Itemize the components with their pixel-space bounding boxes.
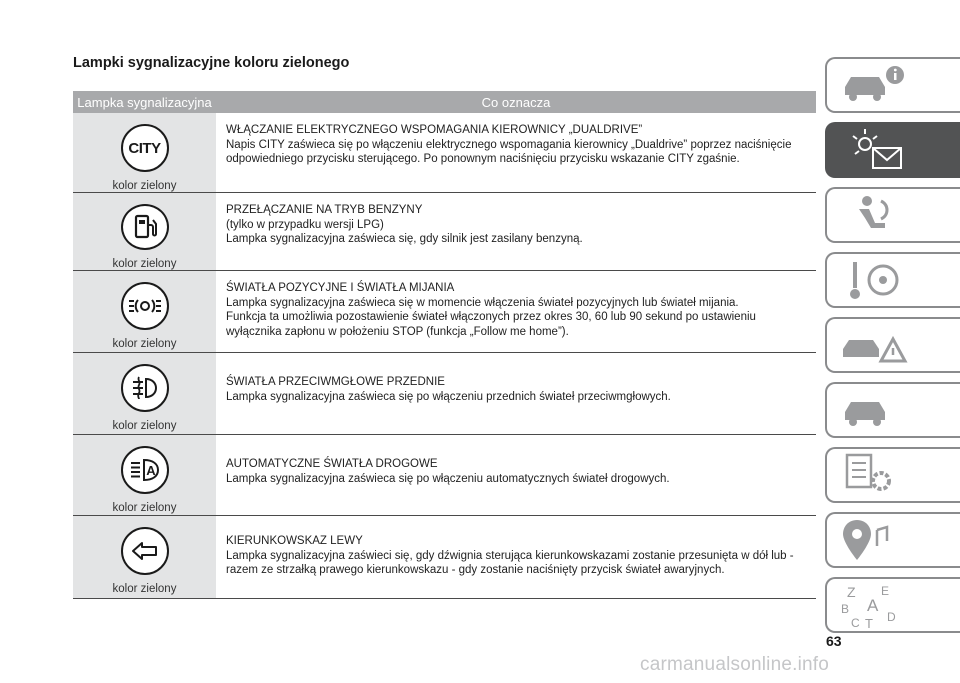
- description-title: PRZEŁĄCZANIE NA TRYB BENZYNY: [226, 204, 423, 216]
- description-title: WŁĄCZANIE ELEKTRYCZNEGO WSPOMAGANIA KIEROWNICY „DUALDRIVE”: [226, 124, 643, 136]
- lamp-caption: kolor zielony: [112, 420, 177, 432]
- table-row: [73, 271, 816, 353]
- svg-text:C: C: [851, 616, 860, 630]
- header-lamp: Lampka sygnalizacyjna: [77, 94, 212, 110]
- description-title: KIERUNKOWSKAZ LEWY: [226, 535, 363, 547]
- svg-text:B: B: [841, 602, 850, 616]
- description-title: ŚWIATŁA PRZECIWMGŁOWE PRZEDNIE: [226, 376, 445, 388]
- lamp-cell: [73, 113, 216, 192]
- table-row: [73, 113, 816, 193]
- svg-text:E: E: [881, 584, 890, 598]
- lamp-caption: kolor zielony: [112, 258, 177, 270]
- lamp-caption: kolor zielony: [112, 180, 177, 192]
- table-row: [73, 353, 816, 435]
- car-service-icon: [837, 386, 917, 436]
- description-cell: [216, 353, 816, 434]
- description-cell: [216, 193, 816, 270]
- tab-starting-driving[interactable]: [825, 252, 960, 308]
- tab-warning-lights[interactable]: [825, 122, 960, 178]
- tab-safety[interactable]: [825, 187, 960, 243]
- tab-emergency[interactable]: [825, 317, 960, 373]
- lamp-cell: [73, 193, 216, 270]
- description-title: AUTOMATYCZNE ŚWIATŁA DROGOWE: [226, 458, 438, 470]
- svg-text:T: T: [865, 616, 873, 631]
- city-icon-text: CITY: [128, 139, 161, 157]
- description-cell: [216, 435, 816, 515]
- svg-text:A: A: [867, 596, 879, 615]
- description-line: razem ze strzałką prawego kierunkowskazu - gdy zostanie naciśnięty przycisk świateł awaryjnych.: [226, 564, 725, 576]
- left-turn-signal-icon: [121, 527, 169, 575]
- description-cell: [216, 271, 816, 352]
- lamp-caption: kolor zielony: [112, 502, 177, 514]
- watermark: carmanualsonline.info: [640, 654, 830, 675]
- seat-airbag-icon: [837, 191, 917, 241]
- lamp-cell: [73, 271, 216, 352]
- car-info-icon: [837, 61, 917, 111]
- description-line: wyłącznika zapłonu w położeniu STOP (funkcja „Follow me home”).: [226, 325, 569, 338]
- lamp-cell: [73, 353, 216, 434]
- front-fog-light-icon: [121, 364, 169, 412]
- description-line: odpowiedniego przycisku sterującego. Po ponownym naciśnięciu przycisku wskazanie CITY zgaśnie.: [226, 153, 740, 165]
- lamp-cell: [73, 516, 216, 598]
- description-line: Funkcja ta umożliwia pozostawienie świateł włączonych przez okres 30, 60 lub 90 sekund po ustawieniu: [226, 311, 756, 323]
- lamp-caption: kolor zielony: [112, 583, 177, 595]
- alphabetical-index-icon: [837, 581, 917, 631]
- description-title: ŚWIATŁA POZYCYJNE I ŚWIATŁA MIJANIA: [226, 282, 455, 294]
- fuel-pump-icon: [121, 204, 169, 250]
- lamp-caption: kolor zielony: [112, 338, 177, 350]
- table-row: [73, 435, 816, 516]
- multimedia-icon: [837, 516, 917, 566]
- tab-multimedia[interactable]: [825, 512, 960, 568]
- auto-icon-letter: A: [145, 463, 156, 478]
- table-row: [73, 193, 816, 271]
- car-breakdown-icon: [837, 321, 917, 371]
- svg-text:D: D: [887, 610, 896, 624]
- table-row: [73, 516, 816, 599]
- steering-key-icon: [837, 256, 917, 306]
- tab-index[interactable]: [825, 577, 960, 633]
- specifications-gear-icon: [837, 451, 917, 501]
- tab-maintenance[interactable]: [825, 382, 960, 438]
- description-cell: [216, 516, 816, 598]
- description-line: (tylko w przypadku wersji LPG): [226, 218, 384, 231]
- description-line: Lampka sygnalizacyjna zaświeca się w momencie włączenia świateł pozycyjnych lub świateł mijania.: [226, 296, 739, 309]
- description-line: Lampka sygnalizacyjna zaświeca się po włączeniu automatycznych świateł drogowych.: [226, 472, 670, 485]
- page-number: 63: [826, 633, 842, 649]
- description-line: Lampka sygnalizacyjna zaświeca się, gdy silnik jest zasilany benzyną.: [226, 233, 583, 245]
- description-cell: [216, 113, 816, 192]
- warning-lights-table: [73, 91, 816, 599]
- page-title: Lampki sygnalizacyjne koloru zielonego: [73, 55, 350, 71]
- warning-light-message-icon: [837, 126, 917, 176]
- position-lights-icon: [121, 282, 169, 330]
- description-line: Lampka sygnalizacyjna zaświeci się, gdy dźwignia sterująca kierunkowskazami zostanie przesunięta w dół lub -: [226, 549, 794, 562]
- description-line: Lampka sygnalizacyjna zaświeca się po włączeniu przednich świateł przeciwmgłowych.: [226, 390, 671, 403]
- city-steering-icon: [121, 124, 169, 172]
- table-header: [73, 91, 816, 113]
- tab-technical-data[interactable]: [825, 447, 960, 503]
- header-description: Co oznacza: [481, 94, 551, 110]
- tab-car-info[interactable]: [825, 57, 960, 113]
- lamp-cell: [73, 435, 216, 515]
- svg-text:Z: Z: [847, 584, 856, 600]
- description-line: Napis CITY zaświeca się po włączeniu elektrycznego wspomagania kierownicy „Dualdrive” poprzez naciśnięcie: [226, 138, 792, 151]
- automatic-headlights-icon: [121, 446, 169, 494]
